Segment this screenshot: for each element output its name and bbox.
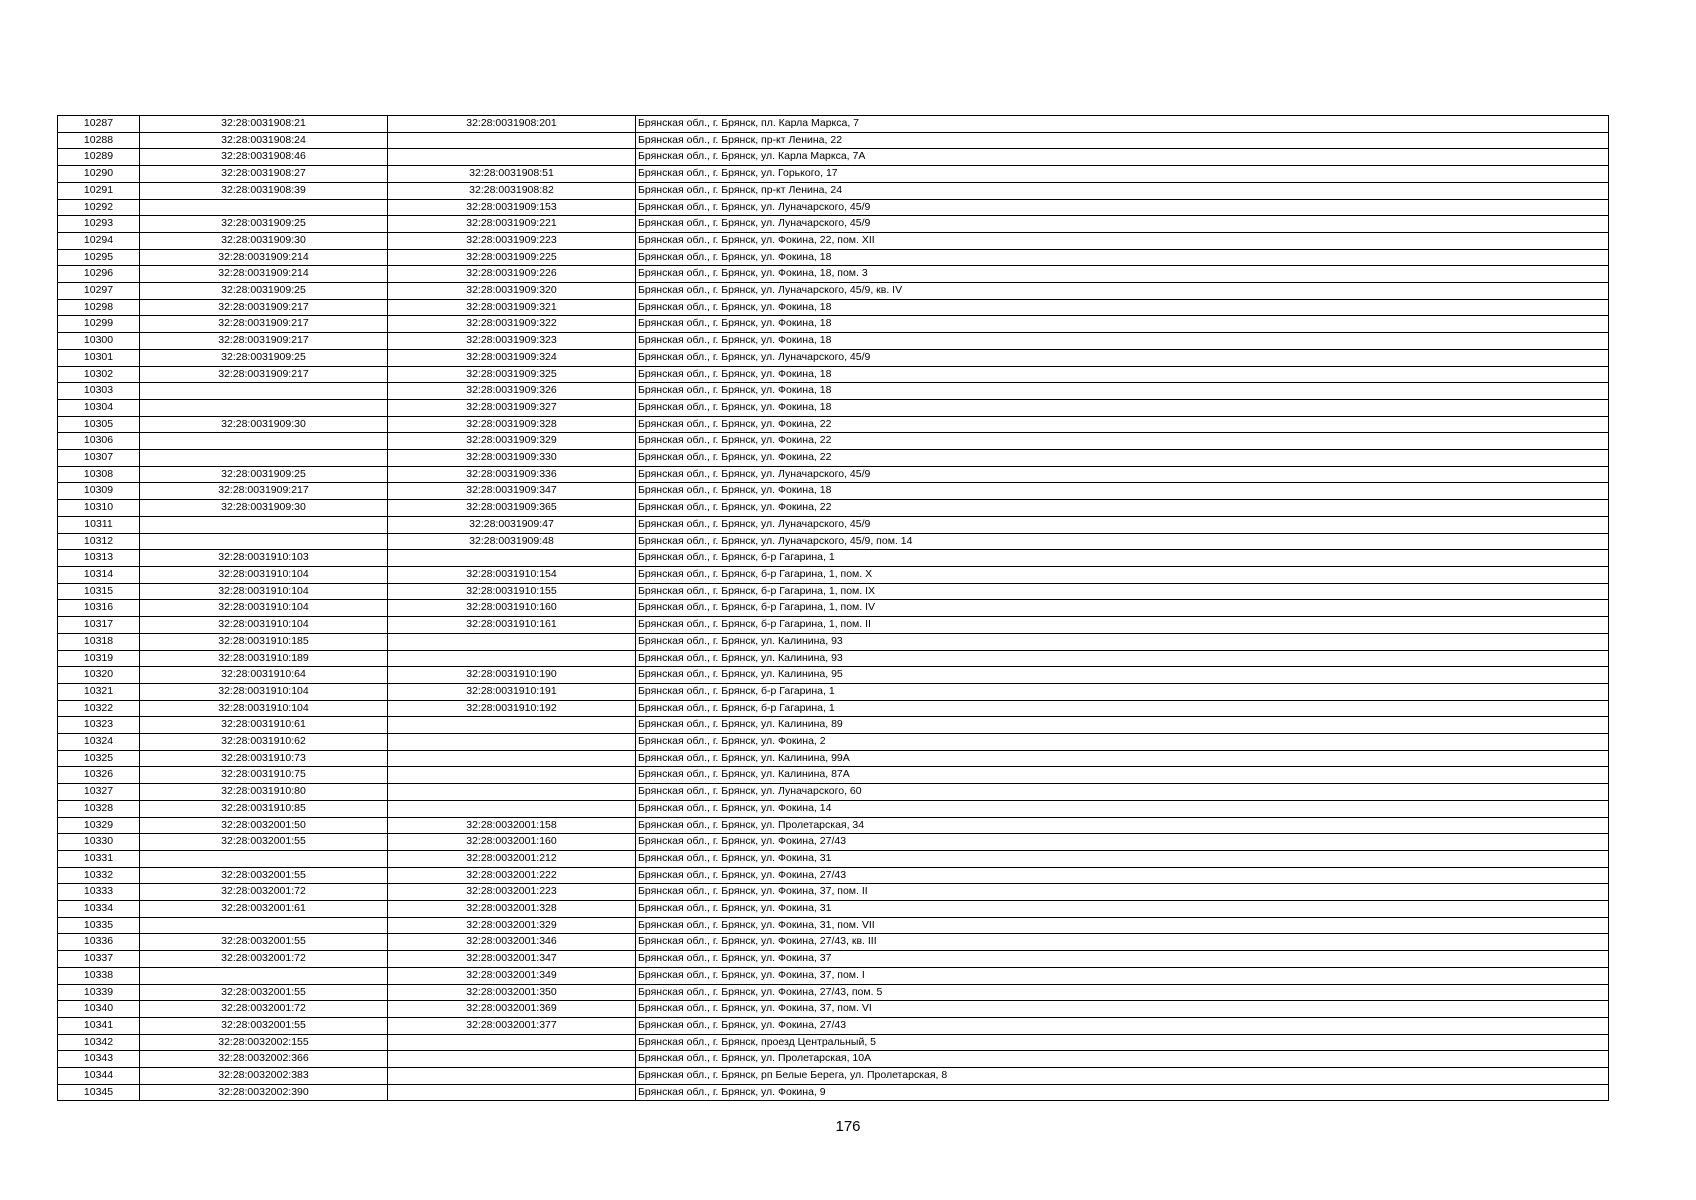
object-number-cell: 32:28:0032001:160: [388, 834, 636, 851]
parcel-number-cell: 32:28:0031910:73: [140, 750, 388, 767]
address-cell: Брянская обл., г. Брянск, ул. Фокина, 27/43: [636, 1017, 1609, 1034]
parcel-number-cell: 32:28:0032001:50: [140, 817, 388, 834]
object-number-cell: 32:28:0031909:328: [388, 416, 636, 433]
parcel-number-cell: 32:28:0031909:217: [140, 299, 388, 316]
object-number-cell: [388, 633, 636, 650]
row-number-cell: 10341: [58, 1017, 140, 1034]
parcel-number-cell: 32:28:0031909:217: [140, 316, 388, 333]
object-number-cell: 32:28:0032001:223: [388, 884, 636, 901]
row-number-cell: 10295: [58, 249, 140, 266]
parcel-number-cell: 32:28:0032001:72: [140, 1001, 388, 1018]
table-row: [58, 283, 1609, 300]
row-number-cell: 10296: [58, 266, 140, 283]
table-row: [58, 299, 1609, 316]
address-cell: Брянская обл., г. Брянск, ул. Фокина, 37, пом. VI: [636, 1001, 1609, 1018]
table-row: [58, 800, 1609, 817]
row-number-cell: 10291: [58, 182, 140, 199]
parcel-number-cell: 32:28:0032001:55: [140, 934, 388, 951]
object-number-cell: 32:28:0031909:223: [388, 232, 636, 249]
object-number-cell: 32:28:0032001:158: [388, 817, 636, 834]
parcel-number-cell: 32:28:0031910:85: [140, 800, 388, 817]
object-number-cell: 32:28:0031910:161: [388, 617, 636, 634]
row-number-cell: 10304: [58, 399, 140, 416]
parcel-number-cell: 32:28:0031909:217: [140, 333, 388, 350]
row-number-cell: 10309: [58, 483, 140, 500]
object-number-cell: 32:28:0031909:47: [388, 516, 636, 533]
table-row: [58, 316, 1609, 333]
parcel-number-cell: 32:28:0032001:55: [140, 834, 388, 851]
object-number-cell: 32:28:0031909:327: [388, 399, 636, 416]
registry-body: [58, 116, 1609, 1101]
table-row: [58, 600, 1609, 617]
parcel-number-cell: 32:28:0031909:30: [140, 416, 388, 433]
address-cell: Брянская обл., г. Брянск, ул. Фокина, 27/43: [636, 834, 1609, 851]
parcel-number-cell: 32:28:0031909:217: [140, 483, 388, 500]
parcel-number-cell: 32:28:0032002:383: [140, 1068, 388, 1085]
table-row: [58, 750, 1609, 767]
row-number-cell: 10336: [58, 934, 140, 951]
object-number-cell: 32:28:0031909:323: [388, 333, 636, 350]
row-number-cell: 10319: [58, 650, 140, 667]
table-row: [58, 550, 1609, 567]
object-number-cell: 32:28:0031910:155: [388, 583, 636, 600]
object-number-cell: 32:28:0031909:336: [388, 466, 636, 483]
object-number-cell: [388, 1068, 636, 1085]
object-number-cell: 32:28:0032001:347: [388, 951, 636, 968]
object-number-cell: 32:28:0032001:346: [388, 934, 636, 951]
row-number-cell: 10323: [58, 717, 140, 734]
address-cell: Брянская обл., г. Брянск, ул. Фокина, 27/43, кв. III: [636, 934, 1609, 951]
object-number-cell: 32:28:0032001:222: [388, 867, 636, 884]
object-number-cell: [388, 767, 636, 784]
page-number: 176: [835, 1118, 861, 1135]
object-number-cell: 32:28:0031909:48: [388, 533, 636, 550]
table-row: [58, 717, 1609, 734]
parcel-number-cell: 32:28:0031910:104: [140, 600, 388, 617]
table-row: [58, 934, 1609, 951]
object-number-cell: 32:28:0031910:160: [388, 600, 636, 617]
object-number-cell: 32:28:0032001:328: [388, 901, 636, 918]
table-row: [58, 533, 1609, 550]
parcel-number-cell: [140, 399, 388, 416]
object-number-cell: 32:28:0031909:326: [388, 383, 636, 400]
table-row: [58, 383, 1609, 400]
address-cell: Брянская обл., г. Брянск, пл. Карла Маркса, 7: [636, 116, 1609, 133]
row-number-cell: 10322: [58, 700, 140, 717]
address-cell: Брянская обл., г. Брянск, ул. Калинина, 89: [636, 717, 1609, 734]
row-number-cell: 10318: [58, 633, 140, 650]
parcel-number-cell: [140, 850, 388, 867]
row-number-cell: 10311: [58, 516, 140, 533]
row-number-cell: 10344: [58, 1068, 140, 1085]
table-row: [58, 884, 1609, 901]
object-number-cell: 32:28:0032001:350: [388, 984, 636, 1001]
parcel-number-cell: 32:28:0031910:80: [140, 784, 388, 801]
row-number-cell: 10307: [58, 450, 140, 467]
table-row: [58, 433, 1609, 450]
object-number-cell: 32:28:0032001:349: [388, 967, 636, 984]
object-number-cell: [388, 717, 636, 734]
table-row: [58, 834, 1609, 851]
row-number-cell: 10338: [58, 967, 140, 984]
table-row: [58, 132, 1609, 149]
table-row: [58, 232, 1609, 249]
parcel-number-cell: 32:28:0031909:214: [140, 249, 388, 266]
row-number-cell: 10299: [58, 316, 140, 333]
object-number-cell: 32:28:0031909:225: [388, 249, 636, 266]
parcel-number-cell: 32:28:0032001:55: [140, 1017, 388, 1034]
parcel-number-cell: [140, 199, 388, 216]
address-cell: Брянская обл., г. Брянск, ул. Луначарского, 45/9: [636, 516, 1609, 533]
object-number-cell: 32:28:0031910:192: [388, 700, 636, 717]
address-cell: Брянская обл., г. Брянск, ул. Фокина, 14: [636, 800, 1609, 817]
address-cell: Брянская обл., г. Брянск, б-р Гагарина, 1, пом. IX: [636, 583, 1609, 600]
row-number-cell: 10333: [58, 884, 140, 901]
parcel-number-cell: 32:28:0031910:189: [140, 650, 388, 667]
address-cell: Брянская обл., г. Брянск, ул. Фокина, 22, пом. XII: [636, 232, 1609, 249]
address-cell: Брянская обл., г. Брянск, ул. Калинина, 93: [636, 633, 1609, 650]
object-number-cell: 32:28:0031908:201: [388, 116, 636, 133]
table-row: [58, 149, 1609, 166]
address-cell: Брянская обл., г. Брянск, ул. Карла Маркса, 7А: [636, 149, 1609, 166]
row-number-cell: 10337: [58, 951, 140, 968]
table-row: [58, 917, 1609, 934]
object-number-cell: [388, 734, 636, 751]
object-number-cell: 32:28:0031909:325: [388, 366, 636, 383]
parcel-number-cell: 32:28:0032001:61: [140, 901, 388, 918]
object-number-cell: 32:28:0031909:321: [388, 299, 636, 316]
object-number-cell: 32:28:0031910:154: [388, 566, 636, 583]
row-number-cell: 10317: [58, 617, 140, 634]
object-number-cell: 32:28:0032001:212: [388, 850, 636, 867]
address-cell: Брянская обл., г. Брянск, ул. Фокина, 18: [636, 399, 1609, 416]
table-row: [58, 216, 1609, 233]
object-number-cell: 32:28:0031910:190: [388, 667, 636, 684]
table-row: [58, 450, 1609, 467]
object-number-cell: 32:28:0032001:377: [388, 1017, 636, 1034]
row-number-cell: 10334: [58, 901, 140, 918]
row-number-cell: 10345: [58, 1084, 140, 1101]
address-cell: Брянская обл., г. Брянск, б-р Гагарина, 1, пом. IV: [636, 600, 1609, 617]
parcel-number-cell: 32:28:0031908:24: [140, 132, 388, 149]
table-row: [58, 516, 1609, 533]
object-number-cell: [388, 800, 636, 817]
parcel-number-cell: [140, 450, 388, 467]
table-row: [58, 901, 1609, 918]
object-number-cell: 32:28:0031909:347: [388, 483, 636, 500]
row-number-cell: 10287: [58, 116, 140, 133]
parcel-number-cell: [140, 383, 388, 400]
table-row: [58, 166, 1609, 183]
parcel-number-cell: 32:28:0032002:390: [140, 1084, 388, 1101]
address-cell: Брянская обл., г. Брянск, ул. Пролетарская, 34: [636, 817, 1609, 834]
row-number-cell: 10289: [58, 149, 140, 166]
object-number-cell: 32:28:0031909:226: [388, 266, 636, 283]
parcel-number-cell: 32:28:0031910:104: [140, 617, 388, 634]
table-row: [58, 1034, 1609, 1051]
address-cell: Брянская обл., г. Брянск, ул. Горького, 17: [636, 166, 1609, 183]
address-cell: Брянская обл., г. Брянск, ул. Фокина, 18: [636, 483, 1609, 500]
parcel-number-cell: 32:28:0032001:72: [140, 951, 388, 968]
table-row: [58, 984, 1609, 1001]
row-number-cell: 10339: [58, 984, 140, 1001]
row-number-cell: 10313: [58, 550, 140, 567]
parcel-number-cell: [140, 967, 388, 984]
table-row: [58, 366, 1609, 383]
address-cell: Брянская обл., г. Брянск, пр-кт Ленина, 24: [636, 182, 1609, 199]
parcel-number-cell: 32:28:0032001:55: [140, 984, 388, 1001]
row-number-cell: 10320: [58, 667, 140, 684]
parcel-number-cell: 32:28:0031910:61: [140, 717, 388, 734]
registry-table: [57, 115, 1609, 1101]
address-cell: Брянская обл., г. Брянск, ул. Калинина, 87А: [636, 767, 1609, 784]
table-row: [58, 1084, 1609, 1101]
object-number-cell: 32:28:0031909:221: [388, 216, 636, 233]
object-number-cell: 32:28:0031909:322: [388, 316, 636, 333]
row-number-cell: 10302: [58, 366, 140, 383]
object-number-cell: [388, 1034, 636, 1051]
table-row: [58, 566, 1609, 583]
parcel-number-cell: 32:28:0031910:103: [140, 550, 388, 567]
table-row: [58, 399, 1609, 416]
address-cell: Брянская обл., г. Брянск, б-р Гагарина, 1, пом. X: [636, 566, 1609, 583]
address-cell: Брянская обл., г. Брянск, ул. Фокина, 22: [636, 433, 1609, 450]
row-number-cell: 10332: [58, 867, 140, 884]
address-cell: Брянская обл., г. Брянск, ул. Фокина, 27/43: [636, 867, 1609, 884]
table-row: [58, 951, 1609, 968]
parcel-number-cell: 32:28:0031910:64: [140, 667, 388, 684]
parcel-number-cell: 32:28:0032002:155: [140, 1034, 388, 1051]
parcel-number-cell: 32:28:0031909:30: [140, 500, 388, 517]
row-number-cell: 10326: [58, 767, 140, 784]
table-row: [58, 967, 1609, 984]
object-number-cell: 32:28:0031910:191: [388, 683, 636, 700]
row-number-cell: 10343: [58, 1051, 140, 1068]
parcel-number-cell: 32:28:0032001:72: [140, 884, 388, 901]
row-number-cell: 10330: [58, 834, 140, 851]
row-number-cell: 10301: [58, 349, 140, 366]
address-cell: Брянская обл., г. Брянск, ул. Фокина, 18: [636, 316, 1609, 333]
table-row: [58, 266, 1609, 283]
object-number-cell: [388, 550, 636, 567]
row-number-cell: 10329: [58, 817, 140, 834]
row-number-cell: 10306: [58, 433, 140, 450]
object-number-cell: 32:28:0031909:320: [388, 283, 636, 300]
table-row: [58, 633, 1609, 650]
address-cell: Брянская обл., г. Брянск, ул. Пролетарская, 10А: [636, 1051, 1609, 1068]
table-row: [58, 116, 1609, 133]
address-cell: Брянская обл., г. Брянск, ул. Фокина, 18: [636, 299, 1609, 316]
parcel-number-cell: 32:28:0031908:46: [140, 149, 388, 166]
row-number-cell: 10325: [58, 750, 140, 767]
address-cell: Брянская обл., г. Брянск, ул. Луначарского, 45/9: [636, 466, 1609, 483]
table-row: [58, 483, 1609, 500]
parcel-number-cell: 32:28:0031910:104: [140, 583, 388, 600]
row-number-cell: 10293: [58, 216, 140, 233]
parcel-number-cell: 32:28:0031910:104: [140, 566, 388, 583]
object-number-cell: 32:28:0031909:365: [388, 500, 636, 517]
address-cell: Брянская обл., г. Брянск, ул. Фокина, 31: [636, 901, 1609, 918]
parcel-number-cell: [140, 516, 388, 533]
parcel-number-cell: 32:28:0031909:25: [140, 349, 388, 366]
parcel-number-cell: 32:28:0031908:39: [140, 182, 388, 199]
table-row: [58, 767, 1609, 784]
row-number-cell: 10328: [58, 800, 140, 817]
address-cell: Брянская обл., г. Брянск, б-р Гагарина, 1: [636, 700, 1609, 717]
row-number-cell: 10335: [58, 917, 140, 934]
table-row: [58, 416, 1609, 433]
table-row: [58, 867, 1609, 884]
object-number-cell: 32:28:0032001:329: [388, 917, 636, 934]
address-cell: Брянская обл., г. Брянск, ул. Луначарского, 45/9: [636, 349, 1609, 366]
table-row: [58, 583, 1609, 600]
object-number-cell: [388, 650, 636, 667]
row-number-cell: 10327: [58, 784, 140, 801]
parcel-number-cell: 32:28:0031909:25: [140, 216, 388, 233]
row-number-cell: 10342: [58, 1034, 140, 1051]
table-row: [58, 1017, 1609, 1034]
parcel-number-cell: 32:28:0031908:21: [140, 116, 388, 133]
row-number-cell: 10331: [58, 850, 140, 867]
object-number-cell: 32:28:0031909:329: [388, 433, 636, 450]
parcel-number-cell: 32:28:0031909:25: [140, 466, 388, 483]
address-cell: Брянская обл., г. Брянск, ул. Фокина, 18: [636, 383, 1609, 400]
table-row: [58, 650, 1609, 667]
row-number-cell: 10340: [58, 1001, 140, 1018]
table-row: [58, 1068, 1609, 1085]
object-number-cell: [388, 784, 636, 801]
table-row: [58, 199, 1609, 216]
object-number-cell: [388, 132, 636, 149]
row-number-cell: 10294: [58, 232, 140, 249]
table-row: [58, 850, 1609, 867]
table-row: [58, 817, 1609, 834]
row-number-cell: 10290: [58, 166, 140, 183]
address-cell: Брянская обл., г. Брянск, ул. Фокина, 2: [636, 734, 1609, 751]
address-cell: Брянская обл., г. Брянск, ул. Луначарского, 45/9, пом. 14: [636, 533, 1609, 550]
address-cell: Брянская обл., г. Брянск, ул. Фокина, 18: [636, 249, 1609, 266]
row-number-cell: 10316: [58, 600, 140, 617]
address-cell: Брянская обл., г. Брянск, ул. Фокина, 9: [636, 1084, 1609, 1101]
parcel-number-cell: 32:28:0031908:27: [140, 166, 388, 183]
address-cell: Брянская обл., г. Брянск, ул. Фокина, 37, пом. I: [636, 967, 1609, 984]
object-number-cell: 32:28:0031909:330: [388, 450, 636, 467]
object-number-cell: [388, 1084, 636, 1101]
address-cell: Брянская обл., г. Брянск, ул. Фокина, 22: [636, 500, 1609, 517]
parcel-number-cell: 32:28:0031909:25: [140, 283, 388, 300]
object-number-cell: 32:28:0032001:369: [388, 1001, 636, 1018]
parcel-number-cell: 32:28:0031910:75: [140, 767, 388, 784]
address-cell: Брянская обл., г. Брянск, проезд Центральный, 5: [636, 1034, 1609, 1051]
table-row: [58, 466, 1609, 483]
table-row: [58, 734, 1609, 751]
address-cell: Брянская обл., г. Брянск, б-р Гагарина, 1, пом. II: [636, 617, 1609, 634]
row-number-cell: 10321: [58, 683, 140, 700]
parcel-number-cell: 32:28:0031909:214: [140, 266, 388, 283]
row-number-cell: 10324: [58, 734, 140, 751]
table-row: [58, 617, 1609, 634]
row-number-cell: 10310: [58, 500, 140, 517]
object-number-cell: 32:28:0031908:51: [388, 166, 636, 183]
object-number-cell: [388, 750, 636, 767]
parcel-number-cell: 32:28:0031909:30: [140, 232, 388, 249]
parcel-number-cell: 32:28:0031910:104: [140, 683, 388, 700]
address-cell: Брянская обл., г. Брянск, ул. Фокина, 18: [636, 333, 1609, 350]
parcel-number-cell: 32:28:0031910:104: [140, 700, 388, 717]
address-cell: Брянская обл., г. Брянск, ул. Фокина, 31: [636, 850, 1609, 867]
table-row: [58, 349, 1609, 366]
table-row: [58, 500, 1609, 517]
row-number-cell: 10312: [58, 533, 140, 550]
parcel-number-cell: 32:28:0032002:366: [140, 1051, 388, 1068]
row-number-cell: 10288: [58, 132, 140, 149]
address-cell: Брянская обл., г. Брянск, ул. Луначарского, 45/9: [636, 216, 1609, 233]
address-cell: Брянская обл., г. Брянск, б-р Гагарина, 1: [636, 550, 1609, 567]
address-cell: Брянская обл., г. Брянск, ул. Калинина, 93: [636, 650, 1609, 667]
table-row: [58, 683, 1609, 700]
table-row: [58, 700, 1609, 717]
parcel-number-cell: 32:28:0031909:217: [140, 366, 388, 383]
table-row: [58, 667, 1609, 684]
address-cell: Брянская обл., г. Брянск, ул. Фокина, 22: [636, 416, 1609, 433]
parcel-number-cell: [140, 533, 388, 550]
address-cell: Брянская обл., г. Брянск, б-р Гагарина, 1: [636, 683, 1609, 700]
address-cell: Брянская обл., г. Брянск, ул. Фокина, 31, пом. VII: [636, 917, 1609, 934]
address-cell: Брянская обл., г. Брянск, ул. Калинина, 95: [636, 667, 1609, 684]
address-cell: Брянская обл., г. Брянск, ул. Калинина, 99А: [636, 750, 1609, 767]
table-row: [58, 784, 1609, 801]
address-cell: Брянская обл., г. Брянск, ул. Фокина, 37, пом. II: [636, 884, 1609, 901]
address-cell: Брянская обл., г. Брянск, ул. Фокина, 27/43, пом. 5: [636, 984, 1609, 1001]
address-cell: Брянская обл., г. Брянск, ул. Луначарского, 60: [636, 784, 1609, 801]
row-number-cell: 10314: [58, 566, 140, 583]
parcel-number-cell: [140, 433, 388, 450]
row-number-cell: 10297: [58, 283, 140, 300]
row-number-cell: 10292: [58, 199, 140, 216]
parcel-number-cell: [140, 917, 388, 934]
parcel-number-cell: 32:28:0031910:185: [140, 633, 388, 650]
object-number-cell: 32:28:0031909:324: [388, 349, 636, 366]
address-cell: Брянская обл., г. Брянск, рп Белые Берега, ул. Пролетарская, 8: [636, 1068, 1609, 1085]
address-cell: Брянская обл., г. Брянск, ул. Фокина, 22: [636, 450, 1609, 467]
address-cell: Брянская обл., г. Брянск, ул. Фокина, 18: [636, 366, 1609, 383]
row-number-cell: 10305: [58, 416, 140, 433]
table-row: [58, 1051, 1609, 1068]
table-row: [58, 333, 1609, 350]
row-number-cell: 10298: [58, 299, 140, 316]
row-number-cell: 10308: [58, 466, 140, 483]
row-number-cell: 10300: [58, 333, 140, 350]
address-cell: Брянская обл., г. Брянск, ул. Луначарского, 45/9, кв. IV: [636, 283, 1609, 300]
row-number-cell: 10315: [58, 583, 140, 600]
table-row: [58, 1001, 1609, 1018]
object-number-cell: [388, 1051, 636, 1068]
object-number-cell: 32:28:0031909:153: [388, 199, 636, 216]
object-number-cell: [388, 149, 636, 166]
table-row: [58, 249, 1609, 266]
table-row: [58, 182, 1609, 199]
address-cell: Брянская обл., г. Брянск, пр-кт Ленина, 22: [636, 132, 1609, 149]
row-number-cell: 10303: [58, 383, 140, 400]
object-number-cell: 32:28:0031908:82: [388, 182, 636, 199]
address-cell: Брянская обл., г. Брянск, ул. Фокина, 18, пом. 3: [636, 266, 1609, 283]
address-cell: Брянская обл., г. Брянск, ул. Луначарского, 45/9: [636, 199, 1609, 216]
address-cell: Брянская обл., г. Брянск, ул. Фокина, 37: [636, 951, 1609, 968]
parcel-number-cell: 32:28:0032001:55: [140, 867, 388, 884]
parcel-number-cell: 32:28:0031910:62: [140, 734, 388, 751]
